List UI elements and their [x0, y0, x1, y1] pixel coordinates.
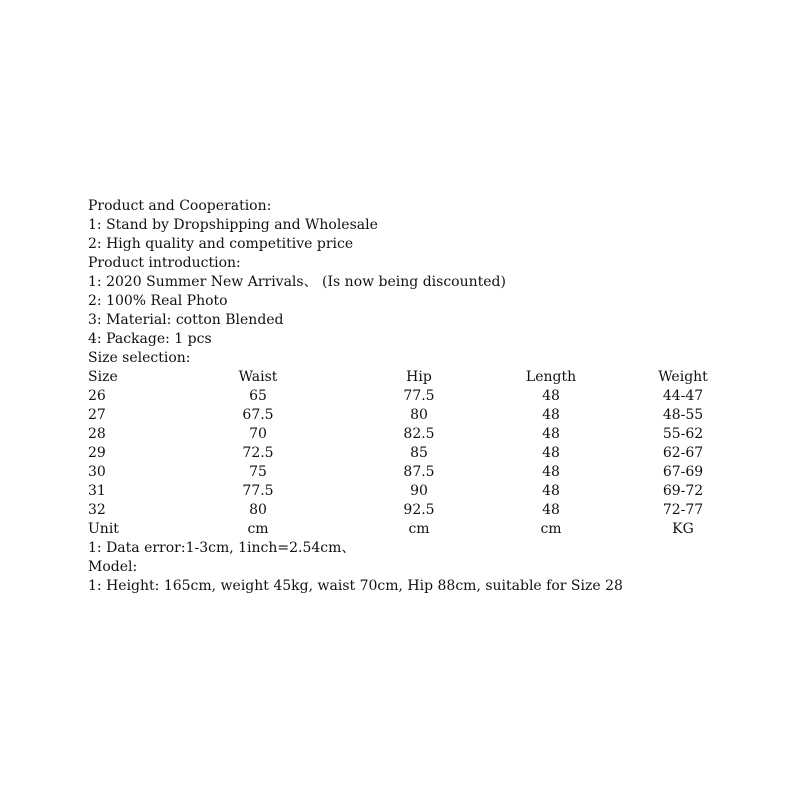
hip-cell: 77.5 [403, 388, 435, 404]
waist-cell: 67.5 [242, 407, 274, 423]
cooperation-item: 1: Stand by Dropshipping and Wholesale [88, 217, 378, 233]
weight-cell: 48-55 [662, 407, 704, 423]
waist-cell: 65 [249, 388, 267, 404]
length-cell: 48 [542, 445, 560, 461]
hip-cell: 87.5 [403, 464, 435, 480]
introduction-item: 4: Package: 1 pcs [88, 331, 212, 347]
header-waist: Waist [238, 369, 278, 385]
weight-cell: 69-72 [662, 483, 704, 499]
weight-cell: 67-69 [662, 464, 704, 480]
unit-label: Unit [88, 521, 119, 537]
size-cell: 28 [88, 426, 106, 442]
waist-cell: 75 [249, 464, 267, 480]
size-cell: 26 [88, 388, 106, 404]
weight-cell: 44-47 [662, 388, 704, 404]
unit-row [88, 520, 788, 539]
hip-unit: cm [408, 521, 430, 537]
size-cell: 30 [88, 464, 106, 480]
introduction-item: 2: 100% Real Photo [88, 293, 228, 309]
hip-cell: 82.5 [403, 426, 435, 442]
hip-cell: 92.5 [403, 502, 435, 518]
outro-section [88, 539, 788, 596]
header-weight: Weight [658, 369, 708, 385]
header-hip: Hip [406, 369, 432, 385]
waist-unit: cm [247, 521, 269, 537]
header-length: Length [525, 369, 577, 385]
data-error-note: 1: Data error:1-3cm, 1inch=2.54cm、 [88, 540, 356, 556]
size-cell: 27 [88, 407, 106, 423]
model-heading: Model: [88, 559, 138, 575]
intro-section [88, 197, 788, 368]
weight-unit: KG [672, 521, 694, 537]
waist-cell: 80 [249, 502, 267, 518]
hip-cell: 85 [410, 445, 428, 461]
introduction-item: 1: 2020 Summer New Arrivals、 (Is now being discounted) [88, 274, 506, 290]
introduction-heading: Product introduction: [88, 255, 241, 271]
size-table-header [88, 368, 788, 387]
size-cell: 31 [88, 483, 106, 499]
table-row [88, 425, 788, 444]
size-table [88, 368, 788, 539]
waist-cell: 77.5 [242, 483, 274, 499]
header-size: Size [88, 369, 118, 385]
table-row [88, 482, 788, 501]
waist-cell: 70 [249, 426, 267, 442]
model-details: 1: Height: 165cm, weight 45kg, waist 70cm, Hip 88cm, suitable for Size 28 [88, 578, 623, 594]
length-cell: 48 [542, 426, 560, 442]
length-cell: 48 [542, 388, 560, 404]
weight-cell: 55-62 [662, 426, 704, 442]
table-row [88, 406, 788, 425]
table-row [88, 444, 788, 463]
length-cell: 48 [542, 407, 560, 423]
waist-cell: 72.5 [242, 445, 274, 461]
weight-cell: 72-77 [662, 502, 704, 518]
table-row [88, 501, 788, 520]
weight-cell: 62-67 [662, 445, 704, 461]
hip-cell: 90 [410, 483, 428, 499]
table-row [88, 463, 788, 482]
introduction-item: 3: Material: cotton Blended [88, 312, 284, 328]
product-description [88, 197, 788, 596]
size-cell: 32 [88, 502, 106, 518]
size-selection-heading: Size selection: [88, 350, 191, 366]
length-cell: 48 [542, 483, 560, 499]
size-cell: 29 [88, 445, 106, 461]
length-unit: cm [540, 521, 562, 537]
length-cell: 48 [542, 464, 560, 480]
cooperation-item: 2: High quality and competitive price [88, 236, 354, 252]
cooperation-heading: Product and Cooperation: [88, 198, 272, 214]
table-row [88, 387, 788, 406]
hip-cell: 80 [410, 407, 428, 423]
length-cell: 48 [542, 502, 560, 518]
